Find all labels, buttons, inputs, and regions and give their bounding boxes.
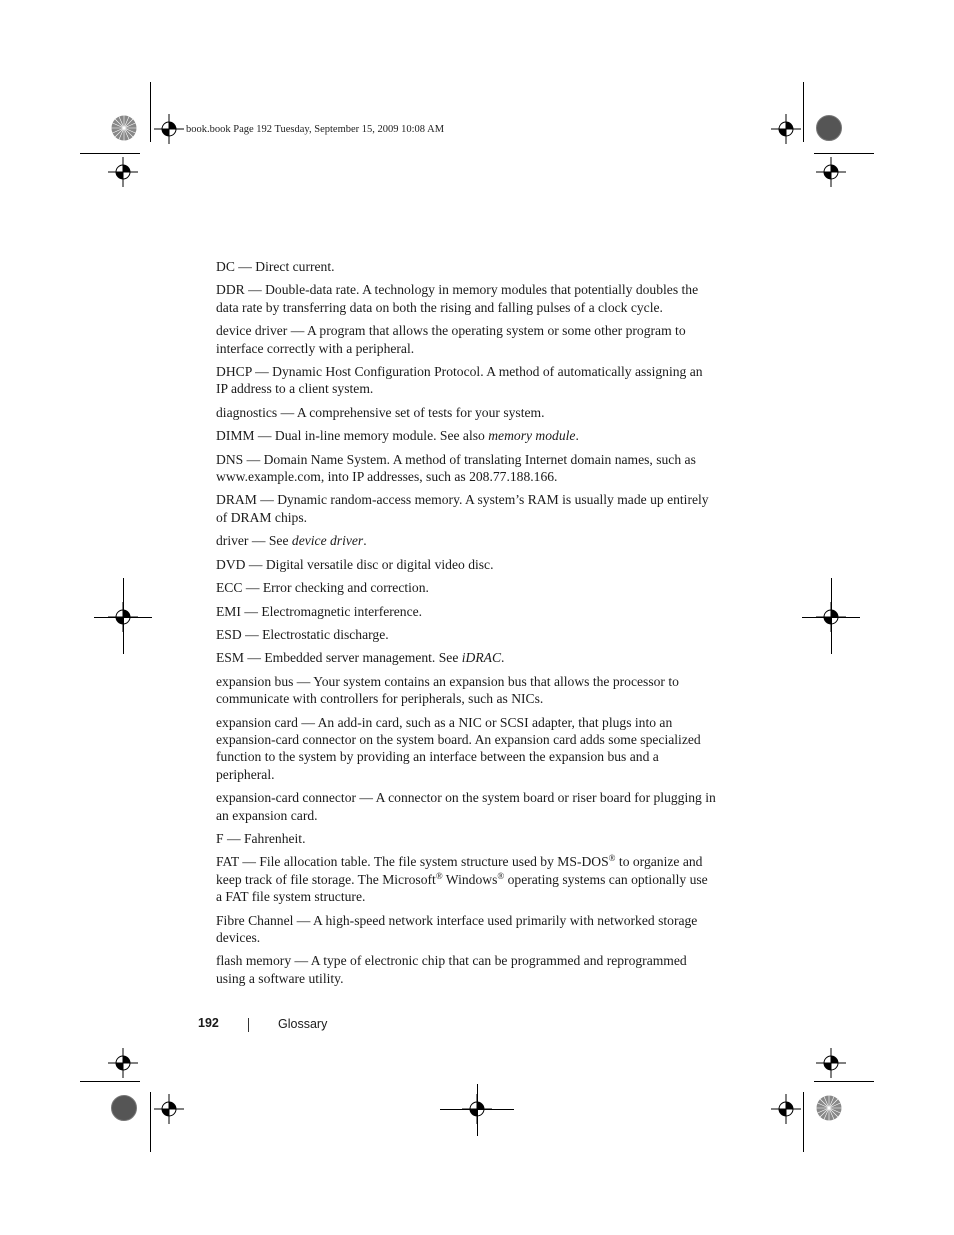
crop-mark	[94, 617, 152, 618]
glossary-entry: DNS — Domain Name System. A method of translating Internet domain names, such as www.example.com, into IP addresses, such as 208.77.188.166.	[216, 451, 696, 485]
glossary-entry: ESM — Embedded server management. See iDRAC.	[216, 650, 505, 666]
glossary-definition: A program that allows the operating system or some other program to interface correctly with a peripheral.	[216, 323, 686, 356]
glossary-entry: driver — See device driver.	[216, 533, 367, 549]
crop-mark	[803, 82, 804, 142]
glossary-term: diagnostics	[216, 404, 278, 420]
crop-mark	[831, 578, 832, 654]
glossary-entry: DIMM — Dual in-line memory module. See also memory module.	[216, 428, 579, 444]
glossary-entry: DDR — Double-data rate. A technology in memory modules that potentially doubles the data rate by transferring data on both the rising and falling pulses of a clock cycle.	[216, 282, 699, 315]
glossary-entry: flash memory — A type of electronic chip that can be programmed and reprogrammed using a software utility.	[216, 953, 687, 986]
glossary-definition: Fahrenheit.	[243, 830, 306, 846]
glossary-definition: A comprehensive set of tests for your system.	[296, 404, 545, 420]
example-domain: www.example.com	[216, 469, 321, 485]
glossary-definition: Error checking and correction.	[262, 580, 429, 596]
glossary-definition: Dynamic Host Configuration Protocol. A method of automatically assigning an IP address to a client system.	[216, 364, 703, 397]
glossary-definition: File allocation table. The file system structure used by MS-DOS	[259, 854, 609, 870]
rosette-icon	[111, 115, 137, 141]
glossary-definition: An add-in card, such as a NIC or SCSI adapter, that plugs into an expansion-card connector on the system board. An expansion card adds some specialized function to the system by providing an interface between the expansion bus and a peripheral.	[216, 714, 701, 782]
registration-target-icon	[154, 1094, 184, 1124]
glossary-term: ESM	[216, 650, 244, 666]
registered-mark: ®	[497, 870, 505, 881]
glossary-entry: expansion card — An add-in card, such as a NIC or SCSI adapter, that plugs into an expansion-card connector on the system board. An expansion card adds some specialized function to the system by providing an interface between the expansion bus and a peripheral.	[216, 714, 701, 782]
glossary-term: DVD	[216, 556, 246, 572]
cross-reference-link[interactable]: memory module	[488, 428, 576, 444]
glossary-definition: A type of electronic chip that can be programmed and reprogrammed using a software utility.	[216, 953, 687, 986]
glossary-term: DDR	[216, 282, 245, 298]
crop-mark	[477, 1084, 478, 1136]
glossary-term: F	[216, 830, 224, 846]
glossary-entry: ESD — Electrostatic discharge.	[216, 626, 389, 642]
crop-mark	[150, 82, 151, 142]
glossary-definition: Digital versatile disc or digital video disc.	[265, 556, 494, 572]
rosette-icon	[111, 1095, 137, 1121]
glossary-entry: FAT — File allocation table. The file system structure used by MS-DOS® to organize and keep track of file storage. The Microsoft® Windows® operating systems can optionally use a FAT file system structure.	[216, 853, 708, 905]
glossary-term: expansion card	[216, 714, 298, 730]
glossary-term: FAT	[216, 854, 239, 870]
registered-mark: ®	[608, 853, 616, 864]
glossary-entry: expansion bus — Your system contains an expansion bus that allows the processor to communicate with controllers for peripherals, such as NICs.	[216, 673, 679, 707]
crop-mark	[814, 1081, 874, 1082]
glossary-definition: Embedded server management. See	[264, 650, 462, 666]
glossary-definition: Dynamic random-access memory. A system’s RAM is usually made up entirely of DRAM chips.	[216, 492, 709, 525]
glossary-term: DC	[216, 259, 235, 274]
glossary-term: DHCP	[216, 364, 252, 380]
glossary-definition: Dual in-line memory module. See also	[274, 428, 489, 444]
registration-target-icon	[771, 114, 801, 144]
cross-reference-link[interactable]: device driver	[291, 533, 364, 549]
crop-mark	[802, 617, 860, 618]
glossary-entry: EMI — Electromagnetic interference.	[216, 603, 423, 619]
glossary-term: DNS	[216, 451, 244, 467]
glossary-entry: Fibre Channel — A high-speed network interface used primarily with networked storage devices.	[216, 912, 698, 945]
glossary-term: DIMM	[216, 428, 255, 444]
glossary-definition: Direct current.	[255, 259, 335, 274]
glossary-term: expansion-card connector	[216, 790, 357, 806]
crop-mark	[123, 578, 124, 654]
glossary-entry: DVD — Digital versatile disc or digital video disc.	[216, 556, 494, 572]
glossary-entry: F — Fahrenheit.	[216, 830, 306, 846]
crop-mark	[803, 1092, 804, 1152]
glossary-definition: See	[268, 533, 292, 549]
registration-target-icon	[108, 1048, 138, 1078]
registration-target-icon	[108, 157, 138, 187]
registered-mark: ®	[435, 870, 443, 881]
glossary-definition: Electromagnetic interference.	[261, 603, 423, 619]
glossary-entry: ECC — Error checking and correction.	[216, 580, 429, 596]
glossary-term: ESD	[216, 626, 242, 642]
glossary-list	[216, 258, 716, 993]
glossary-entry: device driver — A program that allows the operating system or some other program to interface correctly with a peripheral.	[216, 323, 686, 356]
glossary-term: DRAM	[216, 492, 257, 508]
page-number: 192	[198, 1016, 219, 1030]
footer-divider	[248, 1018, 249, 1032]
registration-target-icon	[816, 157, 846, 187]
glossary-definition: A high-speed network interface used primarily with networked storage devices.	[216, 912, 698, 945]
glossary-definition: Domain Name System. A method of translating Internet domain names, such as	[263, 451, 696, 467]
glossary-definition: A connector on the system board or riser board for plugging in an expansion card.	[216, 790, 716, 823]
print-slug: book.book Page 192 Tuesday, September 15, 2009 10:08 AM	[186, 124, 445, 135]
glossary-term: ECC	[216, 580, 243, 596]
glossary-entry: DHCP — Dynamic Host Configuration Protocol. A method of automatically assigning an IP address to a client system.	[216, 364, 703, 397]
glossary-term: device driver	[216, 323, 288, 339]
crop-mark	[80, 153, 140, 154]
glossary-entry: diagnostics — A comprehensive set of tests for your system.	[216, 404, 545, 420]
glossary-entry: DRAM — Dynamic random-access memory. A system’s RAM is usually made up entirely of DRAM chips.	[216, 492, 709, 525]
glossary-term: EMI	[216, 603, 241, 619]
registration-target-icon	[771, 1094, 801, 1124]
glossary-term: flash memory	[216, 953, 292, 969]
glossary-definition: Double-data rate. A technology in memory modules that potentially doubles the data rate by transferring data on both the rising and falling pulses of a clock cycle.	[216, 282, 699, 315]
section-title: Glossary	[278, 1017, 328, 1031]
crop-mark	[814, 153, 874, 154]
crop-mark	[80, 1081, 140, 1082]
glossary-definition: Electrostatic discharge.	[262, 626, 389, 642]
glossary-entry: expansion-card connector — A connector on the system board or riser board for plugging in an expansion card.	[216, 790, 716, 823]
registration-target-icon	[816, 1048, 846, 1078]
glossary-definition: Your system contains an expansion bus that allows the processor to communicate with controllers for peripherals, such as NICs.	[216, 673, 679, 707]
glossary-term: expansion bus	[216, 673, 294, 689]
registration-target-icon	[154, 114, 184, 144]
cross-reference-link[interactable]: iDRAC	[461, 650, 502, 666]
glossary-term: Fibre Channel	[216, 912, 294, 928]
rosette-icon	[816, 115, 842, 141]
glossary-term: driver	[216, 533, 249, 549]
rosette-icon	[816, 1095, 842, 1121]
glossary-entry: DC — Direct current.	[216, 259, 335, 274]
crop-mark	[150, 1092, 151, 1152]
